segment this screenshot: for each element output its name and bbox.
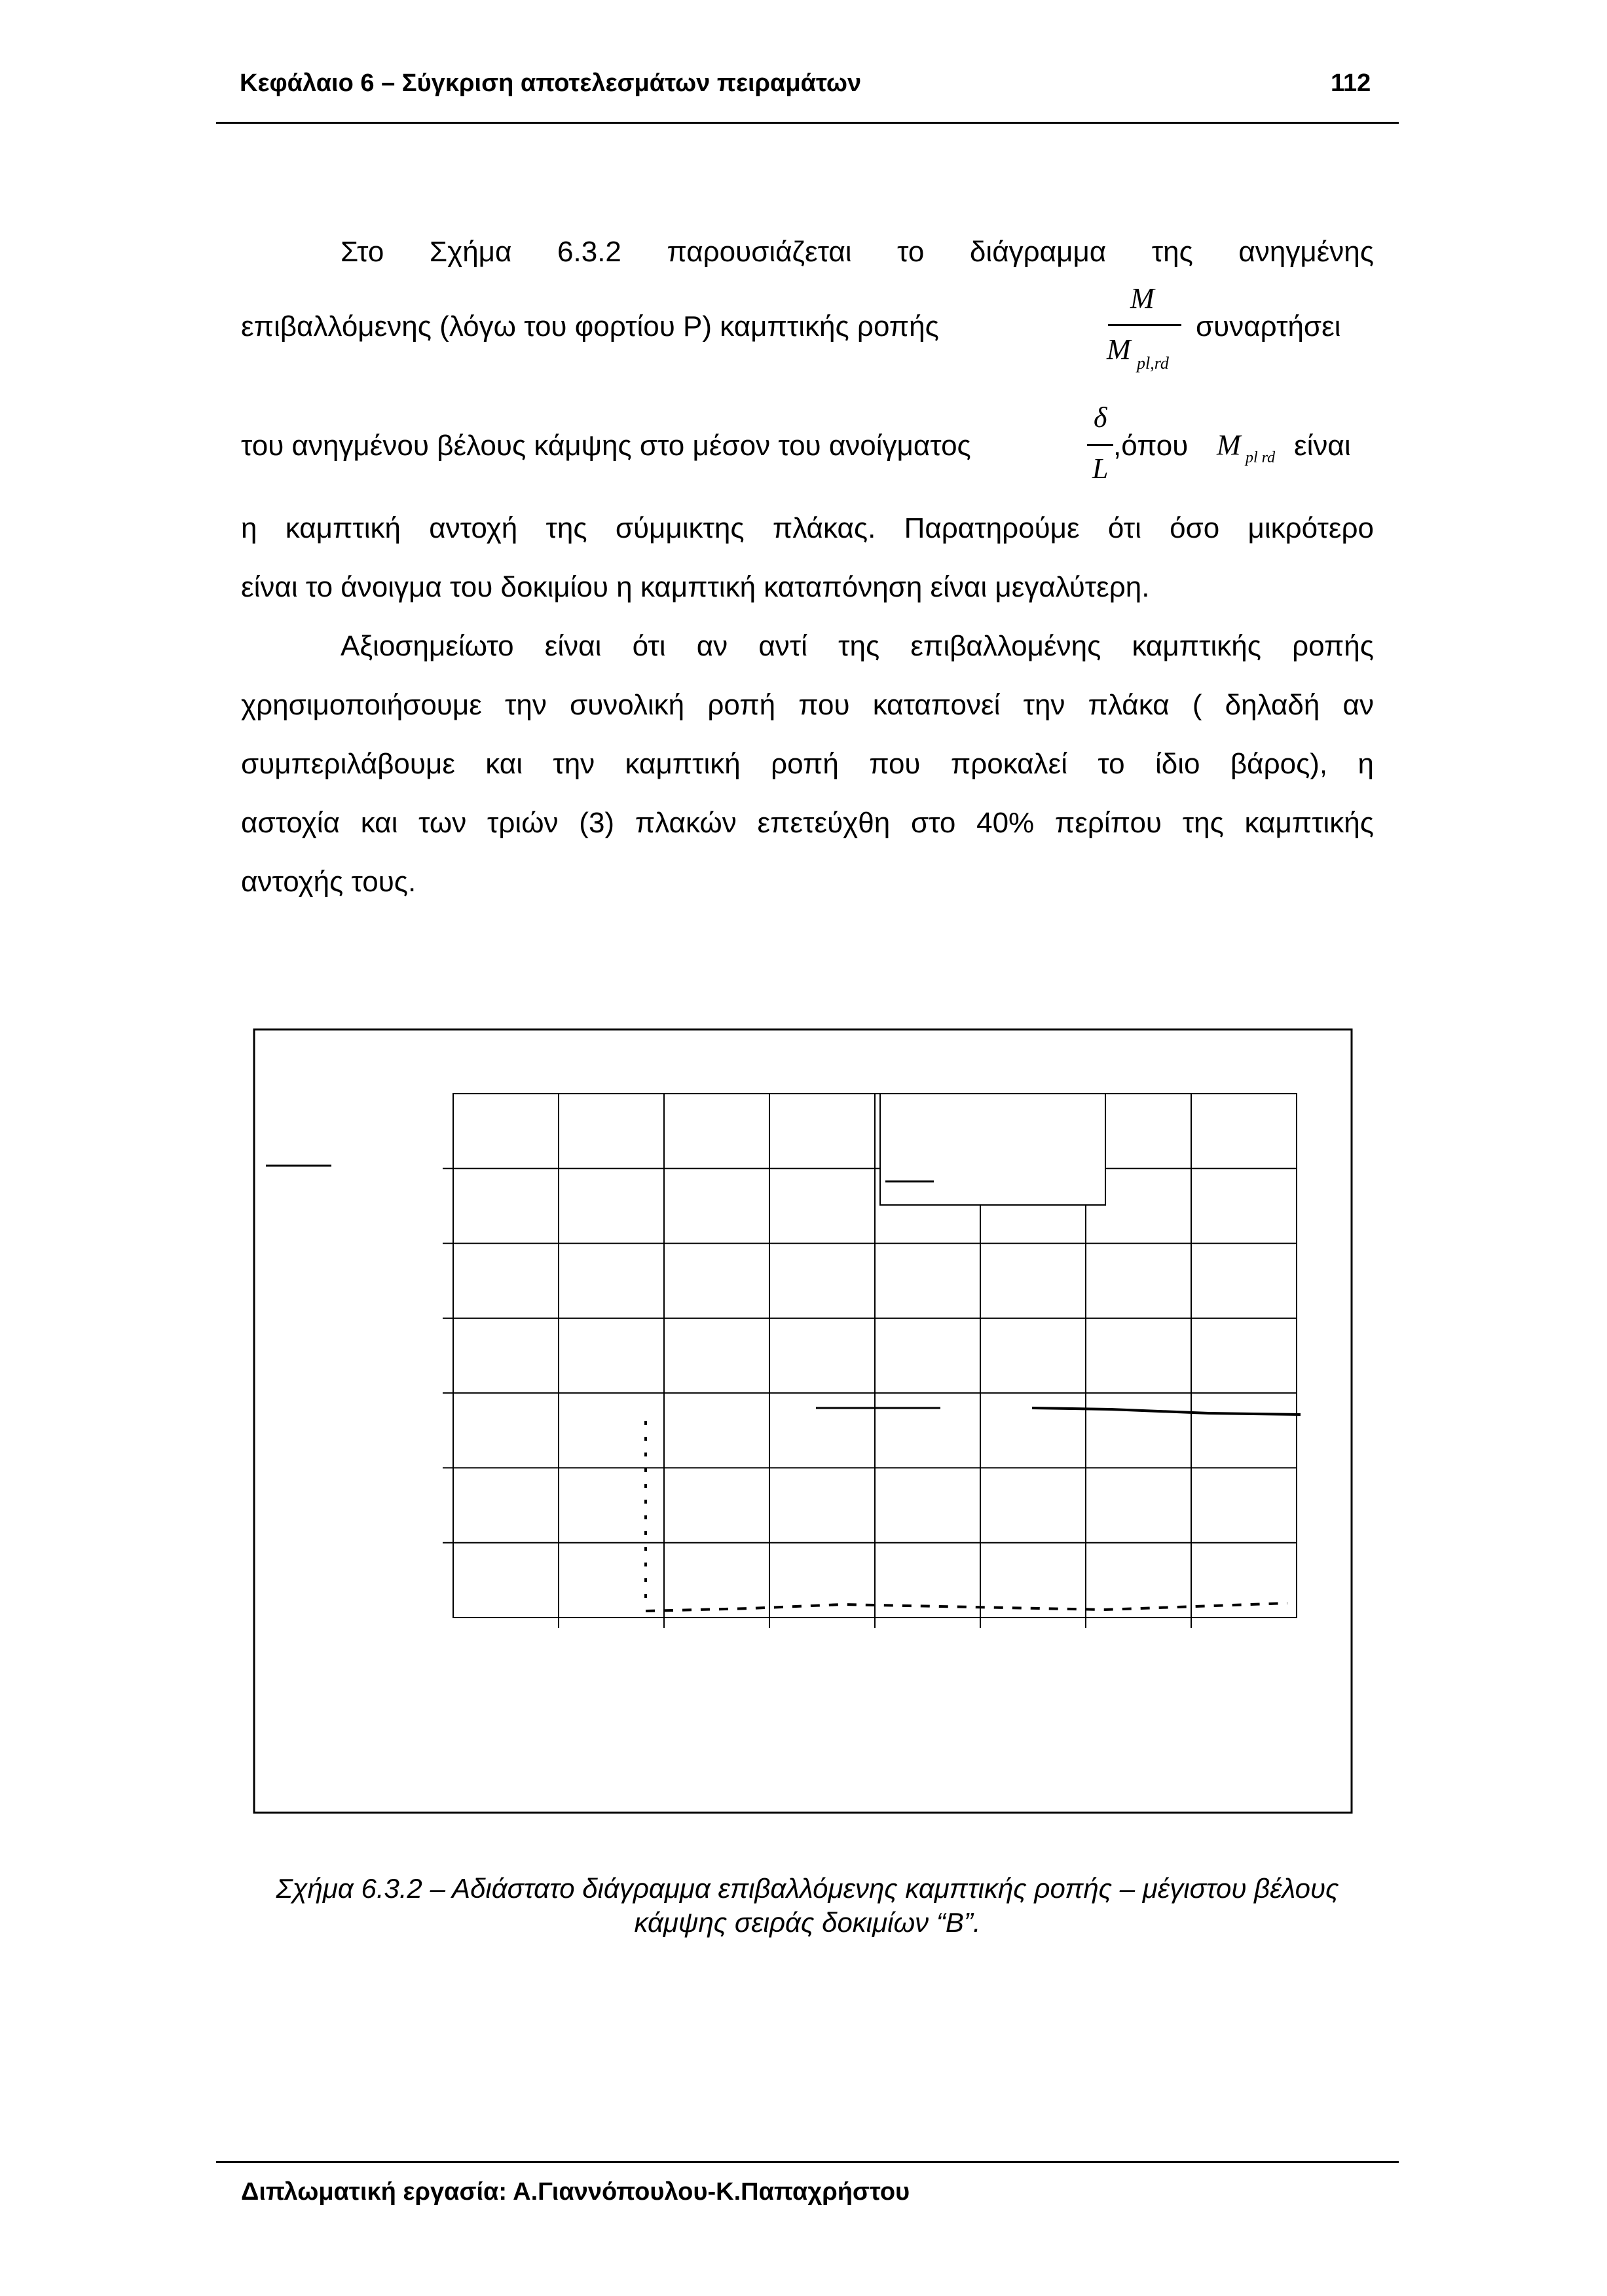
mpl-sub: pl rd <box>1246 449 1276 466</box>
frac1-bar <box>1108 324 1181 326</box>
frac2-denominator: L <box>1092 453 1109 485</box>
mpl-symbol: M <box>1217 429 1241 461</box>
p2-line5: αντοχής τους. <box>241 866 416 898</box>
chart-plot-group <box>254 1029 1352 1813</box>
figure-frame <box>254 1029 1352 1813</box>
header-rule <box>216 122 1399 124</box>
frac1-denominator: M <box>1107 333 1131 365</box>
p1-line5: είναι το άνοιγμα του δοκιμίου η καμπτική καταπόνηση είναι μεγαλύτερη. <box>241 571 1150 603</box>
p2-line4: αστοχία και των τριών (3) πλακών επετεύχθη στο 40% περίπου της καμπτικής <box>241 807 1374 839</box>
p1-line3-mid: ,όπου <box>1113 430 1189 462</box>
legend-box <box>880 1094 1105 1205</box>
chapter-header: Κεφάλαιο 6 – Σύγκριση αποτελεσμάτων πειραμάτων <box>240 69 862 97</box>
frac2-numerator: δ <box>1094 401 1107 434</box>
p1-line2-left: επιβαλλόμενης (λόγω του φορτίου P) καμπτικής ροπής <box>241 310 939 343</box>
p2-line1: Αξιοσημείωτο είναι ότι αν αντί της επιβαλλομένης καμπτικής ροπής <box>341 630 1374 662</box>
p2-line3: συμπεριλάβουμε και την καμπτική ροπή που προκαλεί το ίδιο βάρος), η <box>241 748 1374 780</box>
p1-line2-right: συναρτήσει <box>1196 310 1341 343</box>
figure-caption-line2: κάμψης σειράς δοκιμίων “B”. <box>634 1907 981 1938</box>
frac2-bar <box>1087 444 1113 446</box>
frac1-denominator-sub: pl,rd <box>1137 354 1169 373</box>
page-number: 112 <box>1331 69 1371 97</box>
footer-text: Διπλωματική εργασία: Α.Γιαννόπουλου-Κ.Παπαχρήστου <box>241 2178 910 2206</box>
p1-line3-left: του ανηγμένου βέλους κάμψης στο μέσον του ανοίγματος <box>241 430 971 462</box>
figure-chart <box>253 1028 1353 1821</box>
series-solid-line <box>1032 1408 1301 1415</box>
footer-rule <box>216 2161 1399 2163</box>
p1-line1: Στο Σχήμα 6.3.2 παρουσιάζεται το διάγραμμα της ανηγμένης <box>341 236 1374 268</box>
p2-line2: χρησιμοποιήσουμε την συνολική ροπή που καταπονεί την πλάκα ( δηλαδή αν <box>241 689 1374 721</box>
frac1-numerator: M <box>1130 282 1154 314</box>
figure-caption-line1: Σχήμα 6.3.2 – Αδιάστατο διάγραμμα επιβαλλόμενης καμπτικής ροπής – μέγιστου βέλους <box>276 1873 1339 1904</box>
p1-line4: η καμπτική αντοχή της σύμμικτης πλάκας. Παρατηρούμε ότι όσο μικρότερο <box>241 512 1374 544</box>
p1-line3-right: είναι <box>1294 430 1351 462</box>
